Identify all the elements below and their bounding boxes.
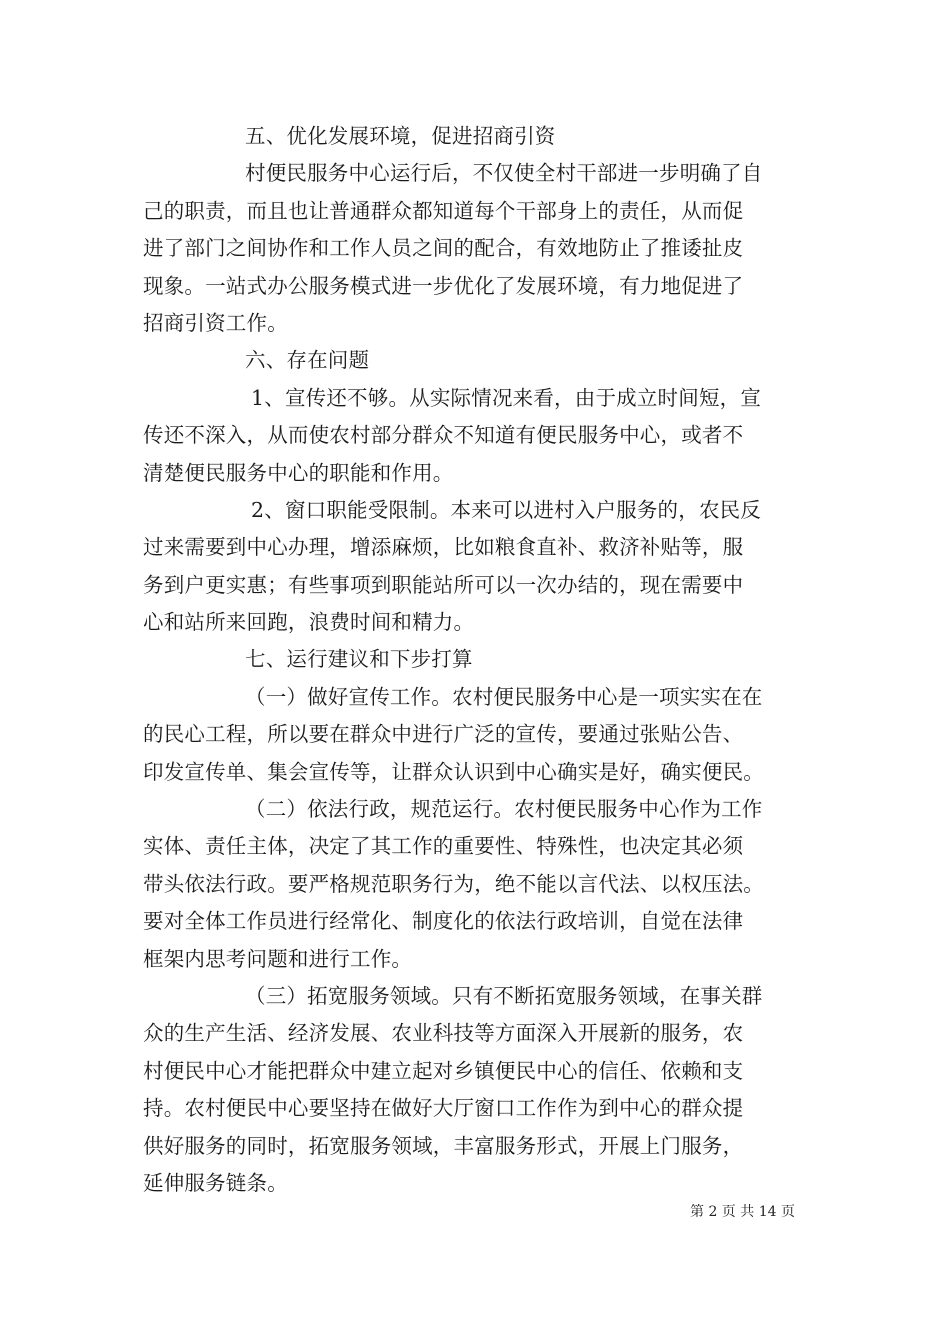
- text-line: 供好服务的同时，拓宽服务领域，丰富服务形式，开展上门服务，: [143, 1133, 744, 1158]
- text-line: 己的职责，而且也让普通群众都知道每个干部身上的责任，从而促: [143, 198, 744, 223]
- text-line: 2、窗口职能受限制。本来可以进村入户服务的，农民反: [251, 497, 762, 522]
- text-line: 村便民中心才能把群众中建立起对乡镇便民中心的信任、依赖和支: [143, 1058, 744, 1083]
- text-line: 七、运行建议和下步打算: [245, 647, 473, 672]
- text-line: 村便民服务中心运行后，不仅使全村干部进一步明确了自: [245, 161, 763, 186]
- text-line: （一）做好宣传工作。农村便民服务中心是一项实实在在: [245, 684, 763, 709]
- text-line: 1、宣传还不够。从实际情况来看，由于成立时间短，宣: [251, 385, 762, 410]
- text-line: （三）拓宽服务领域。只有不断拓宽服务领域，在事关群: [245, 983, 763, 1008]
- text-line: 众的生产生活、经济发展、农业科技等方面深入开展新的服务，农: [143, 1021, 744, 1046]
- text-line: 的民心工程，所以要在群众中进行广泛的宣传，要通过张贴公告、: [143, 722, 744, 747]
- document-body: [143, 118, 813, 1202]
- text-line: 要对全体工作员进行经常化、制度化的依法行政培训，自觉在法律: [143, 909, 744, 934]
- page-number: 第 2 页 共 14 页: [690, 1204, 795, 1220]
- text-line: 实体、责任主体，决定了其工作的重要性、特殊性，也决定其必须: [143, 834, 744, 859]
- text-line: 过来需要到中心办理，增添麻烦，比如粮食直补、救济补贴等，服: [143, 535, 744, 560]
- text-line: 框架内思考问题和进行工作。: [143, 946, 413, 971]
- text-line: 印发宣传单、集会宣传等，让群众认识到中心确实是好，确实便民。: [143, 759, 764, 784]
- text-line: 持。农村便民中心要坚持在做好大厅窗口工作作为到中心的群众提: [143, 1096, 744, 1121]
- text-line: 延伸服务链条。: [143, 1170, 288, 1195]
- text-line: 心和站所来回跑，浪费时间和精力。: [143, 610, 475, 635]
- text-line: 五、优化发展环境，促进招商引资: [245, 124, 556, 148]
- text-line: （二）依法行政，规范运行。农村便民服务中心作为工作: [245, 797, 763, 822]
- text-line: 清楚便民服务中心的职能和作用。: [143, 460, 454, 485]
- text-line: 务到户更实惠；有些事项到职能站所可以一次办结的，现在需要中: [143, 572, 744, 597]
- text-line: 六、存在问题: [245, 348, 370, 373]
- text-line: 带头依法行政。要严格规范职务行为，绝不能以言代法、以权压法。: [143, 871, 764, 896]
- text-line: 招商引资工作。: [143, 310, 288, 335]
- text-line: 进了部门之间协作和工作人员之间的配合，有效地防止了推诿扯皮: [143, 236, 744, 261]
- text-line: 传还不深入，从而使农村部分群众不知道有便民服务中心，或者不: [143, 423, 744, 448]
- text-line: 现象。一站式办公服务模式进一步优化了发展环境，有力地促进了: [143, 273, 744, 298]
